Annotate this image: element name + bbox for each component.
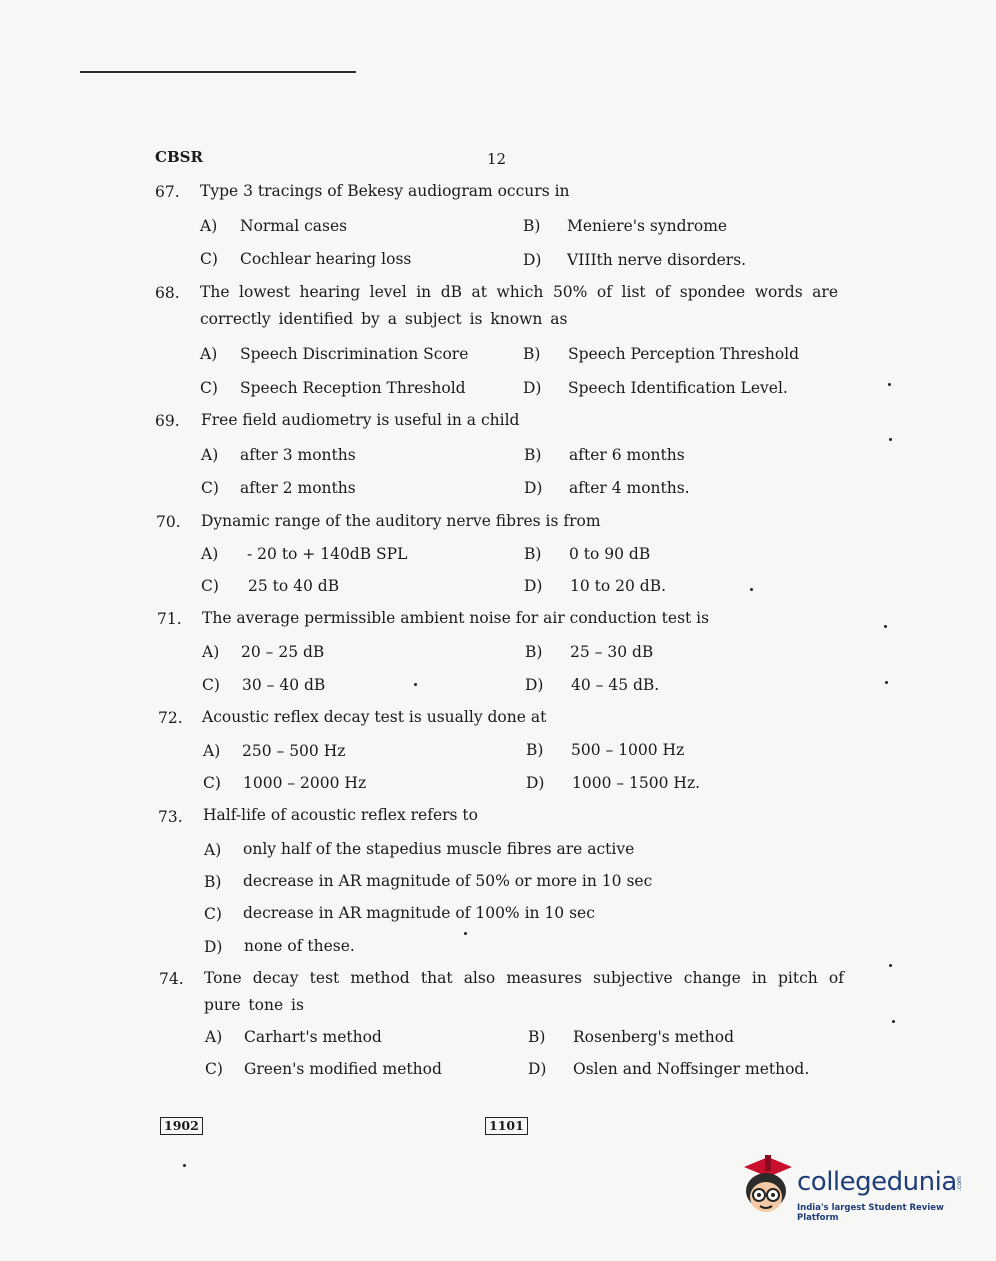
option-label: D)	[528, 1060, 547, 1078]
mascot-icon	[738, 1153, 796, 1219]
option-label: B)	[204, 873, 222, 891]
option-text: 25 to 40 dB	[248, 577, 340, 595]
option-text: 30 – 40 dB	[242, 676, 326, 694]
question-text: The lowest hearing level in dB at which 50% of list of spondee words are correctly identified by a subject is known as	[200, 283, 838, 328]
option-label: A)	[205, 1028, 223, 1046]
question-text: Tone decay test method that also measures subjective change in pitch of pure tone is	[204, 969, 844, 1014]
scan-speck	[892, 1020, 895, 1023]
scan-speck	[750, 588, 753, 591]
option-label: B)	[523, 217, 541, 235]
option-label: C)	[201, 479, 219, 497]
option-text: Oslen and Noffsinger method.	[573, 1060, 810, 1078]
question-text: Free field audiometry is useful in a child	[201, 411, 520, 429]
option-label: B)	[526, 741, 544, 759]
footer-code-left: 1902	[160, 1117, 203, 1135]
option-label: C)	[200, 250, 218, 268]
option-text: decrease in AR magnitude of 100% in 10 sec	[243, 904, 595, 922]
scan-speck	[889, 964, 892, 967]
option-label: D)	[523, 379, 542, 397]
option-label: C)	[200, 379, 218, 397]
page-number: 12	[487, 150, 507, 168]
option-label: C)	[203, 774, 221, 792]
option-text: Carhart's method	[244, 1028, 382, 1046]
question-text: Dynamic range of the auditory nerve fibres is from	[201, 512, 601, 530]
option-text: after 2 months	[240, 479, 356, 497]
question-number: 69.	[155, 412, 180, 430]
option-text: Rosenberg's method	[573, 1028, 735, 1046]
question-text: Half-life of acoustic reflex refers to	[203, 806, 478, 824]
option-text: 0 to 90 dB	[569, 545, 651, 563]
option-label: C)	[202, 676, 220, 694]
option-label: B)	[524, 446, 542, 464]
option-text: decrease in AR magnitude of 50% or more in 10 sec	[243, 872, 653, 890]
option-text: 500 – 1000 Hz	[571, 741, 685, 759]
question-text: Acoustic reflex decay test is usually done at	[202, 708, 547, 726]
question-number: 73.	[158, 808, 183, 826]
scan-speck	[888, 383, 891, 386]
option-text: after 3 months	[240, 446, 356, 464]
scan-speck	[414, 683, 417, 686]
option-label: D)	[525, 676, 544, 694]
scan-speck	[183, 1164, 186, 1167]
question-number: 67.	[155, 183, 180, 201]
option-text: 250 – 500 Hz	[242, 742, 346, 760]
option-text: 10 to 20 dB.	[570, 577, 667, 595]
question-number: 70.	[156, 513, 181, 531]
scan-speck	[889, 438, 892, 441]
option-text: Speech Identification Level.	[568, 379, 788, 397]
option-text: none of these.	[244, 937, 355, 955]
option-text: 1000 – 2000 Hz	[243, 774, 367, 792]
logo-suffix: .com	[955, 1176, 963, 1191]
option-label: B)	[528, 1028, 546, 1046]
question-number: 74.	[159, 970, 184, 988]
question-number: 71.	[157, 610, 182, 628]
option-text: only half of the stapedius muscle fibres are active	[243, 840, 635, 858]
option-label: D)	[523, 251, 542, 269]
option-label: B)	[525, 643, 543, 661]
scan-speck	[884, 625, 887, 628]
option-text: Speech Reception Threshold	[240, 379, 466, 397]
question-text: Type 3 tracings of Bekesy audiogram occurs in	[200, 182, 570, 200]
question-text: The average permissible ambient noise for air conduction test is	[202, 609, 710, 627]
logo-wordmark: collegedunia	[797, 1167, 957, 1197]
option-label: B)	[523, 345, 541, 363]
option-label: B)	[524, 545, 542, 563]
option-label: C)	[201, 577, 219, 595]
paper-code: CBSR	[155, 148, 203, 166]
option-label: A)	[200, 345, 218, 363]
option-text: Speech Discrimination Score	[240, 345, 469, 363]
option-text: 25 – 30 dB	[570, 643, 654, 661]
scan-speck	[885, 681, 888, 684]
option-text: Normal cases	[240, 217, 348, 235]
option-label: C)	[205, 1060, 223, 1078]
option-label: D)	[204, 938, 223, 956]
option-text: 1000 – 1500 Hz.	[572, 774, 701, 792]
option-text: Cochlear hearing loss	[240, 250, 412, 268]
option-label: A)	[201, 446, 219, 464]
option-label: A)	[200, 217, 218, 235]
option-label: A)	[201, 545, 219, 563]
option-text: 20 – 25 dB	[241, 643, 325, 661]
option-label: D)	[524, 577, 543, 595]
collegedunia-logo	[738, 1153, 963, 1225]
top-rule	[80, 71, 356, 73]
option-label: A)	[203, 742, 221, 760]
option-label: C)	[204, 905, 222, 923]
option-text: Green's modified method	[244, 1060, 442, 1078]
question-number: 68.	[155, 284, 180, 302]
option-label: A)	[202, 643, 220, 661]
option-text: Speech Perception Threshold	[568, 345, 800, 363]
option-text: after 6 months	[569, 446, 685, 464]
option-text: 40 – 45 dB.	[571, 676, 660, 694]
logo-tagline: India's largest Student Review Platform	[797, 1203, 944, 1223]
option-text: - 20 to + 140dB SPL	[247, 545, 408, 563]
option-text: VIIIth nerve disorders.	[567, 251, 747, 269]
option-label: A)	[204, 841, 222, 859]
option-label: D)	[524, 479, 543, 497]
footer-code-center: 1101	[485, 1117, 528, 1135]
question-number: 72.	[158, 709, 183, 727]
option-label: D)	[526, 774, 545, 792]
scan-speck	[464, 932, 467, 935]
option-text: after 4 months.	[569, 479, 690, 497]
option-text: Meniere's syndrome	[567, 217, 728, 235]
